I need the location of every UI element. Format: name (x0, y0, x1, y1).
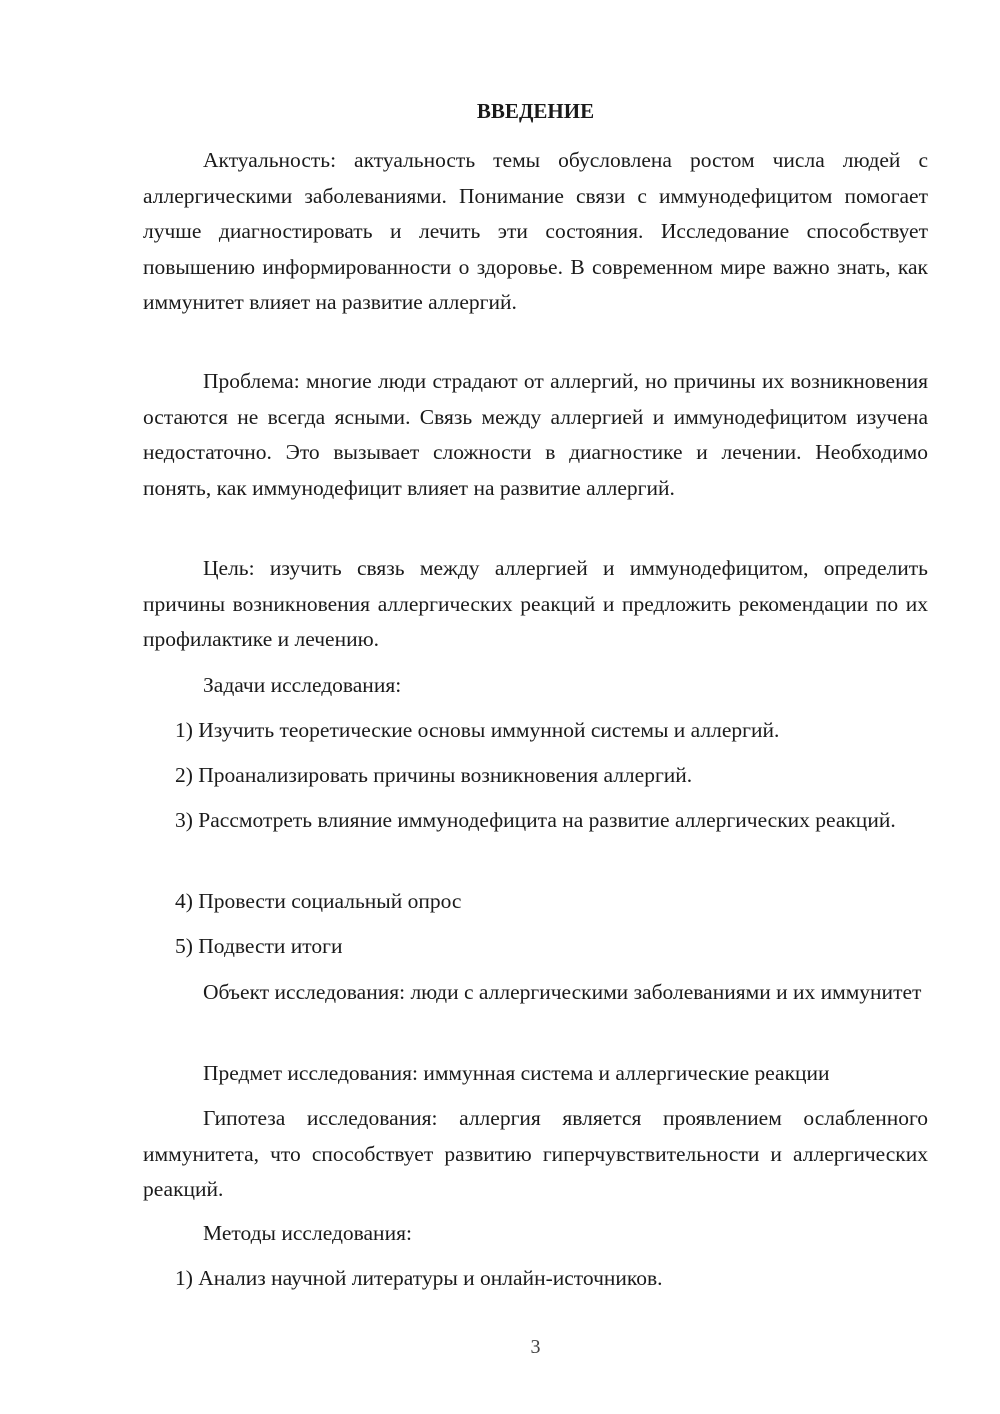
task-item-4: 4) Провести социальный опрос (175, 889, 462, 913)
hypothesis-paragraph: Гипотеза исследования: аллергия является проявлением ослабленного иммунитета, что способствует развитию гиперчувствительности и аллергических реакций. (143, 1106, 928, 1201)
methods-heading: Методы исследования: (203, 1221, 412, 1245)
task-item-5: 5) Подвести итоги (175, 934, 343, 958)
goal-paragraph: Цель: изучить связь между аллергией и иммунодефицитом, определить причины возникновения аллергических реакций и предложить рекомендации по их профилактике и лечению. (143, 556, 928, 651)
task-item-2: 2) Проанализировать причины возникновения аллергий. (175, 763, 693, 787)
task-item-3: 3) Рассмотреть влияние иммунодефицита на развитие аллергических реакций. (175, 808, 896, 832)
method-item-1: 1) Анализ научной литературы и онлайн-источников. (175, 1266, 663, 1290)
relevance-paragraph: Актуальность: актуальность темы обусловлена ростом числа людей с аллергическими заболеваниями. Понимание связи с иммунодефицитом помогает лучше диагностировать и лечить эти состояния. Исследование способствует повышению информированности о здоровье. В современном мире важно знать, как иммунитет влияет на развитие аллергий. (143, 148, 928, 314)
subject-paragraph: Предмет исследования: иммунная система и аллергические реакции (203, 1061, 830, 1085)
page-number: 3 (530, 1336, 541, 1358)
object-paragraph: Объект исследования: люди с аллергическими заболеваниями и их иммунитет (203, 980, 922, 1004)
task-item-1: 1) Изучить теоретические основы иммунной системы и аллергий. (175, 718, 780, 742)
problem-paragraph: Проблема: многие люди страдают от аллергий, но причины их возникновения остаются не всегда ясными. Связь между аллергией и иммунодефицитом изучена недостаточно. Это вызывает сложности в диагностике и лечении. Необходимо понять, как иммунодефицит влияет на развитие аллергий. (143, 369, 928, 500)
section-title: ВВЕДЕНИЕ (476, 99, 595, 123)
document-page (143, 0, 928, 1414)
tasks-heading: Задачи исследования: (203, 673, 402, 697)
